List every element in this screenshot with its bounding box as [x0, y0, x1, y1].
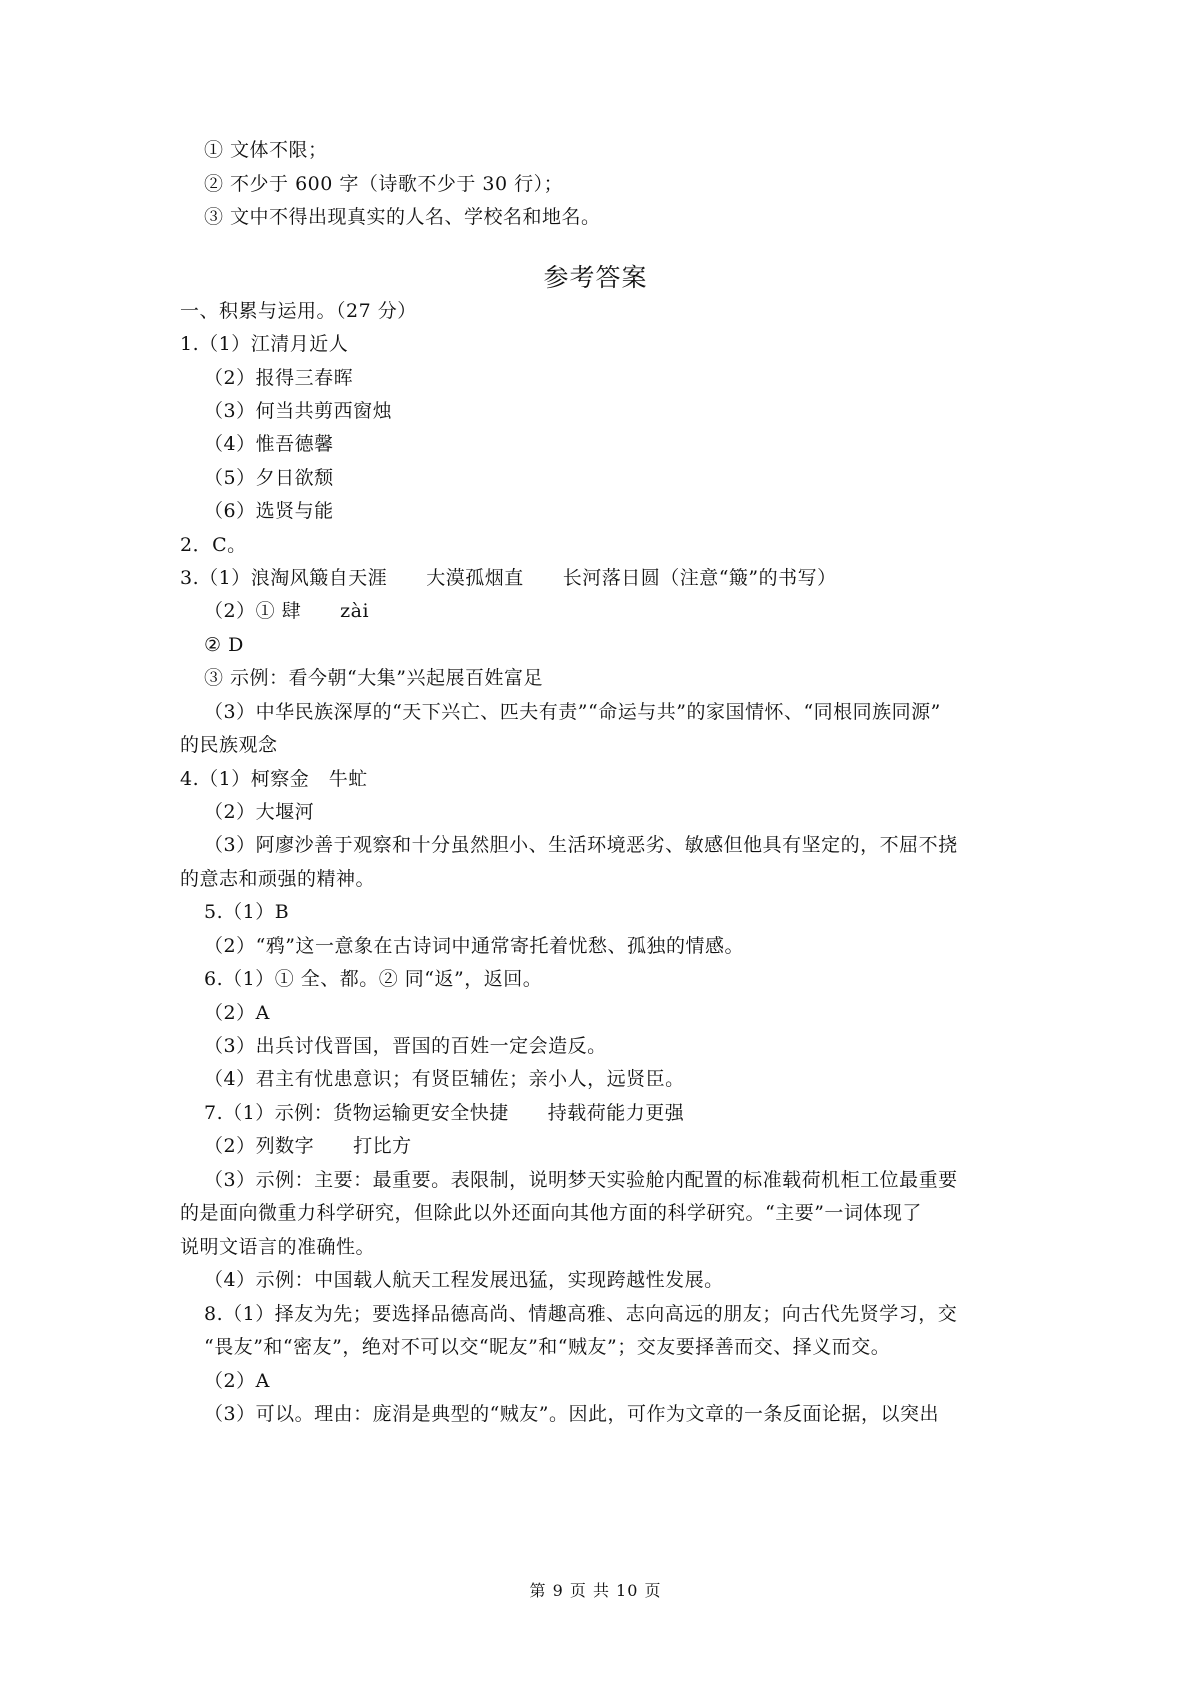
- answer-line: 2．C。: [180, 534, 247, 556]
- answer-line: 的是面向微重力科学研究，但除此以外还面向其他方面的科学研究。“主要”一词体现了: [180, 1202, 922, 1224]
- answer-line: （3）何当共剪西窗烛: [204, 400, 393, 422]
- answer-line: （5）夕日欲颓: [204, 467, 334, 489]
- answer-line: “畏友”和“密友”，绝对不可以交“昵友”和“贼友”；交友要择善而交、择义而交。: [204, 1336, 891, 1358]
- answer-line: 说明文语言的准确性。: [180, 1236, 376, 1258]
- answer-line: 4.（1）柯察金 牛虻: [180, 768, 368, 790]
- answer-line: （3）阿廖沙善于观察和十分虽然胆小、生活环境恶劣、敏感但他具有坚定的，不屈不挠: [204, 834, 958, 856]
- answer-line: （2）列数字 打比方: [204, 1135, 412, 1157]
- answer-line: （2）大堰河: [204, 801, 315, 823]
- answer-line: ③ 示例：看今朝“大集”兴起展百姓富足: [204, 667, 543, 689]
- answer-line: 8.（1）择友为先；要选择品德高尚、情趣高雅、志向高远的朋友；向古代先贤学习，交: [204, 1303, 958, 1325]
- answer-line: 6.（1）① 全、都。② 同“返”，返回。: [204, 968, 543, 990]
- answer-line: 7.（1）示例：货物运输更安全快捷 持载荷能力更强: [204, 1102, 685, 1124]
- answer-line: （2）“鸦”这一意象在古诗词中通常寄托着忧愁、孤独的情感。: [204, 935, 745, 957]
- answer-line: （3）可以。理由：庞涓是典型的“贼友”。因此，可作为文章的一条反面论据，以突出: [204, 1403, 940, 1425]
- answer-line: 3.（1）浪淘风簸自天涯 大漠孤烟直 长河落日圆（注意“簸”的书写）: [180, 567, 837, 589]
- answer-line: （4）君主有忧患意识；有贤臣辅佐；亲小人，远贤臣。: [204, 1068, 685, 1090]
- answer-line: （4）示例：中国载人航天工程发展迅猛，实现跨越性发展。: [204, 1269, 724, 1291]
- page-footer: 第 9 页 共 10 页: [529, 1581, 662, 1600]
- requirement-1: ① 文体不限；: [204, 139, 328, 161]
- answer-line: （4）惟吾德馨: [204, 433, 334, 455]
- answer-line: （3）中华民族深厚的“天下兴亡、匹夫有责”“命运与共”的家国情怀、“同根同族同源”: [204, 701, 941, 723]
- answer-line: （2）A: [204, 1370, 270, 1392]
- requirement-2: ② 不少于 600 字（诗歌不少于 30 行）；: [204, 173, 564, 195]
- requirement-3: ③ 文中不得出现真实的人名、学校名和地名。: [204, 206, 601, 228]
- answer-line: （2）A: [204, 1002, 270, 1024]
- answer-line: （3）示例：主要：最重要。表限制，说明梦天实验舱内配置的标准载荷机柜工位最重要: [204, 1169, 958, 1191]
- answer-title: 参考答案: [543, 263, 648, 292]
- answer-line: （2）① 肆 zài: [204, 600, 370, 622]
- answer-line: （3）出兵讨伐晋国，晋国的百姓一定会造反。: [204, 1035, 607, 1057]
- answer-line: 的民族观念: [180, 734, 278, 756]
- section-heading: 一、积累与运用。（27 分）: [180, 300, 417, 322]
- answer-line: （6）选贤与能: [204, 500, 334, 522]
- answer-line: 1.（1）江清月近人: [180, 333, 349, 355]
- answer-line: 5.（1）B: [204, 901, 290, 923]
- answer-line: ② D: [204, 634, 244, 656]
- answer-line: （2）报得三春晖: [204, 367, 354, 389]
- answer-line: 的意志和顽强的精神。: [180, 868, 376, 890]
